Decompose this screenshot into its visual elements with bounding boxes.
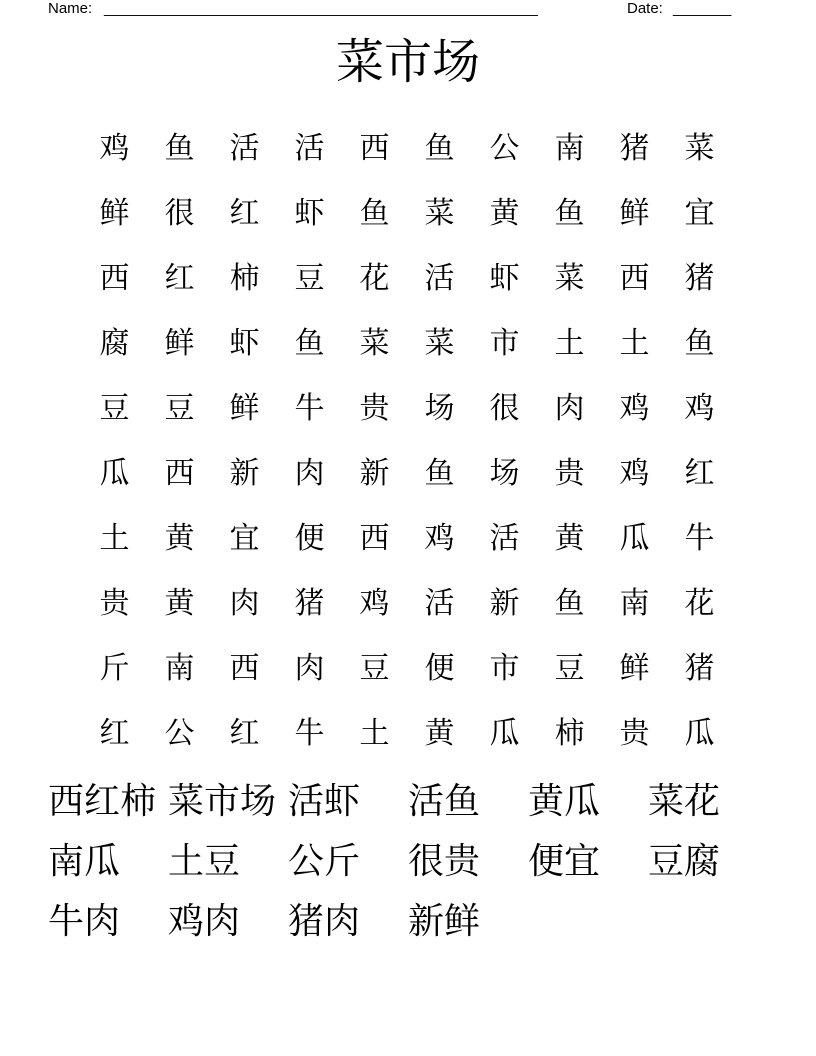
word-list-item: 牛肉 [48,901,121,942]
grid-cell[interactable]: 瓜 [489,715,520,751]
grid-cell[interactable]: 花 [684,585,715,621]
word-list-item: 活虾 [288,781,361,822]
grid-cell[interactable]: 鸡 [619,455,650,491]
word-search-grid [82,112,732,762]
grid-cell[interactable]: 鸡 [359,585,390,621]
grid-cell[interactable]: 菜 [554,260,585,296]
word-list-item: 南瓜 [48,841,121,882]
grid-cell[interactable]: 黄 [554,520,585,556]
word-list-item: 新鲜 [408,901,481,942]
worksheet-header [48,0,748,20]
grid-cell[interactable]: 黄 [164,520,195,556]
grid-cell[interactable]: 黄 [164,585,195,621]
grid-cell[interactable]: 贵 [359,390,390,426]
grid-cell[interactable]: 豆 [294,260,325,296]
word-list-item: 豆腐 [648,841,721,882]
grid-cell[interactable]: 猪 [294,585,325,621]
grid-cell[interactable]: 鲜 [619,650,650,686]
grid-cell[interactable]: 肉 [554,390,585,426]
grid-cell[interactable]: 红 [164,260,195,296]
grid-cell[interactable]: 西 [229,650,260,686]
grid-cell[interactable]: 南 [619,585,650,621]
grid-cell[interactable]: 南 [164,650,195,686]
grid-cell[interactable]: 鱼 [164,130,195,166]
grid-cell[interactable]: 猪 [684,650,715,686]
grid-cell[interactable]: 土 [554,325,585,361]
grid-cell[interactable]: 宜 [229,520,260,556]
date-label: Date: [627,0,663,17]
name-label: Name: [48,0,93,17]
word-list-item: 公斤 [288,841,361,882]
grid-cell[interactable]: 贵 [99,585,130,621]
grid-cell[interactable]: 鸡 [99,130,130,166]
grid-cell[interactable]: 公 [164,715,195,751]
grid-cell[interactable]: 鱼 [424,455,455,491]
grid-cell[interactable]: 斤 [99,650,130,686]
word-list-item: 活鱼 [408,781,481,822]
grid-cell[interactable]: 豆 [164,390,195,426]
grid-cell[interactable]: 鲜 [619,195,650,231]
grid-cell[interactable]: 鲜 [229,390,260,426]
grid-cell[interactable]: 虾 [489,260,520,296]
grid-cell[interactable]: 红 [684,455,715,491]
grid-cell[interactable]: 鱼 [424,130,455,166]
grid-cell[interactable]: 鸡 [424,520,455,556]
grid-cell[interactable]: 很 [489,390,520,426]
grid-cell[interactable]: 猪 [684,260,715,296]
grid-cell[interactable]: 菜 [424,325,455,361]
grid-cell[interactable]: 瓜 [619,520,650,556]
grid-cell[interactable]: 场 [489,455,520,491]
grid-cell[interactable]: 鱼 [294,325,325,361]
grid-cell[interactable]: 黄 [489,195,520,231]
grid-cell[interactable]: 豆 [554,650,585,686]
word-list-item: 很贵 [408,841,481,882]
grid-cell[interactable]: 宜 [684,195,715,231]
grid-cell[interactable]: 活 [229,130,260,166]
grid-cell[interactable]: 西 [359,130,390,166]
grid-cell[interactable]: 公 [489,130,520,166]
grid-cell[interactable]: 红 [99,715,130,751]
grid-cell[interactable]: 贵 [554,455,585,491]
grid-cell[interactable]: 瓜 [684,715,715,751]
grid-cell[interactable]: 猪 [619,130,650,166]
word-list-item: 鸡肉 [168,901,241,942]
word-list [48,772,768,952]
word-list-item: 菜市场 [168,781,277,822]
grid-cell[interactable]: 虾 [229,325,260,361]
grid-cell[interactable]: 柿 [554,715,585,751]
grid-cell[interactable]: 黄 [424,715,455,751]
grid-cell[interactable]: 新 [359,455,390,491]
grid-cell[interactable]: 便 [424,650,455,686]
grid-cell[interactable]: 菜 [424,195,455,231]
grid-cell[interactable]: 牛 [684,520,715,556]
grid-cell[interactable]: 鱼 [554,195,585,231]
grid-cell[interactable]: 菜 [684,130,715,166]
word-list-item: 便宜 [528,841,601,882]
grid-cell[interactable]: 鲜 [164,325,195,361]
grid-cell[interactable]: 土 [619,325,650,361]
grid-cell[interactable]: 市 [489,325,520,361]
grid-cell[interactable]: 贵 [619,715,650,751]
grid-cell[interactable]: 便 [294,520,325,556]
grid-cell[interactable]: 活 [424,260,455,296]
grid-cell[interactable]: 牛 [294,390,325,426]
word-list-item: 菜花 [648,781,721,822]
grid-cell[interactable]: 新 [229,455,260,491]
grid-cell[interactable]: 红 [229,195,260,231]
grid-cell[interactable]: 肉 [229,585,260,621]
grid-cell[interactable]: 土 [99,520,130,556]
grid-cell[interactable]: 市 [489,650,520,686]
grid-cell[interactable]: 场 [424,390,455,426]
grid-cell[interactable]: 活 [489,520,520,556]
grid-cell[interactable]: 柿 [229,260,260,296]
grid-cell[interactable]: 活 [424,585,455,621]
grid-cell[interactable]: 西 [359,520,390,556]
grid-cell[interactable]: 南 [554,130,585,166]
grid-cell[interactable]: 西 [164,455,195,491]
grid-cell[interactable]: 花 [359,260,390,296]
date-field[interactable]: _______ [673,0,732,17]
grid-cell[interactable]: 红 [229,715,260,751]
grid-cell[interactable]: 肉 [294,455,325,491]
grid-cell[interactable]: 很 [164,195,195,231]
grid-cell[interactable]: 鲜 [99,195,130,231]
word-list-item: 黄瓜 [528,781,601,822]
grid-cell[interactable]: 腐 [99,325,130,361]
grid-cell[interactable]: 鸡 [619,390,650,426]
grid-cell[interactable]: 西 [99,260,130,296]
grid-cell[interactable]: 鱼 [684,325,715,361]
name-field[interactable]: ____________________________________________________ [104,0,538,17]
grid-cell[interactable]: 牛 [294,715,325,751]
grid-cell[interactable]: 土 [359,715,390,751]
grid-cell[interactable]: 鸡 [684,390,715,426]
word-list-item: 猪肉 [288,901,361,942]
grid-cell[interactable]: 鱼 [554,585,585,621]
word-list-item: 西红柿 [48,781,157,822]
grid-cell[interactable]: 豆 [359,650,390,686]
grid-cell[interactable]: 瓜 [99,455,130,491]
grid-cell[interactable]: 虾 [294,195,325,231]
grid-cell[interactable]: 西 [619,260,650,296]
grid-cell[interactable]: 豆 [99,390,130,426]
grid-cell[interactable]: 活 [294,130,325,166]
grid-cell[interactable]: 菜 [359,325,390,361]
grid-cell[interactable]: 鱼 [359,195,390,231]
page-title: 菜市场 [335,34,480,90]
word-list-item: 土豆 [168,841,241,882]
grid-cell[interactable]: 新 [489,585,520,621]
grid-cell[interactable]: 肉 [294,650,325,686]
